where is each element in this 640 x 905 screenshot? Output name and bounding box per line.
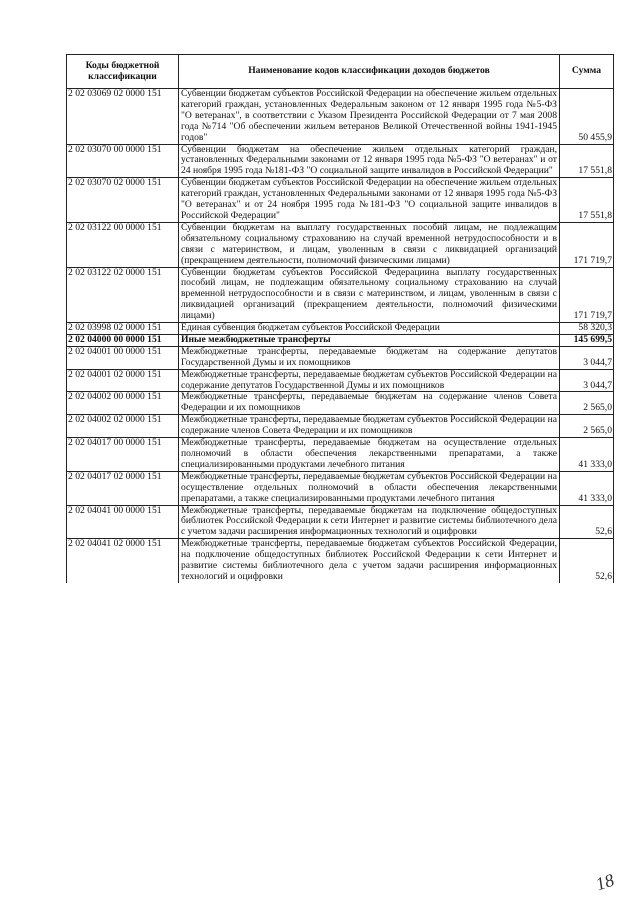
row-sum: 41 333,0 (560, 438, 614, 472)
row-sum: 145 699,5 (560, 334, 614, 346)
row-name: Межбюджетные трансферты, передаваемые бюджетам на осуществление отдельных полномочий в области обеспечения лекарственными препаратами, а также специализированными продуктами лечебного питания (179, 438, 560, 472)
table-row (67, 144, 614, 178)
table-row (67, 438, 614, 472)
row-sum: 171 719,7 (560, 222, 614, 267)
row-name: Межбюджетные трансферты, передаваемые бюджетам субъектов Российской Федерации на содержание членов Совета Федерации и их помощников (179, 415, 560, 438)
row-code: 2 02 04002 02 0000 151 (67, 415, 179, 438)
table-body (67, 89, 614, 583)
table-row (67, 415, 614, 438)
row-name: Межбюджетные трансферты, передаваемые бюджетам на содержание членов Совета Федерации и их помощников (179, 392, 560, 415)
row-code: 2 02 03122 02 0000 151 (67, 267, 179, 323)
row-name: Межбюджетные трансферты, передаваемые бюджетам субъектов Российской Федерации на содержание депутатов Государственной Думы и их помощников (179, 369, 560, 392)
row-code: 2 02 04041 02 0000 151 (67, 539, 179, 583)
row-code: 2 02 04017 02 0000 151 (67, 471, 179, 505)
row-name: Межбюджетные трансферты, передаваемые бюджетам субъектов Российской Федерации, на подключение общедоступных библиотек Российской Федерации к сети Интернет и развитие системы библиотечного дела с учетом задачи расширения информационных технологий и оцифровки (179, 539, 560, 583)
row-sum: 17 551,8 (560, 178, 614, 223)
row-name: Субвенции бюджетам субъектов Российской Федерациина выплату государственных пособий лицам, не подлежащим обязательному социальному страхованию на случай временной нетрудоспособности и в связи с материнством, и лицам, уволенным в связи с ликвидацией организаций (прекращением деятельности, полномочий физическими лицами) (179, 267, 560, 323)
row-code: 2 02 03122 00 0000 151 (67, 222, 179, 267)
table-row (67, 392, 614, 415)
document-page (66, 54, 613, 583)
header-code: Коды бюджетной классификации (67, 55, 179, 89)
row-code: 2 02 04001 00 0000 151 (67, 346, 179, 369)
row-name: Субвенции бюджетам на выплату государственных пособий лицам, не подлежащим обязательному социальному страхованию на случай временной нетрудоспособности и в связи с материнством, и лицам, уволенным в связи с ликвидацией организаций (прекращением деятельности, полномочий физическими лицами) (179, 222, 560, 267)
row-name: Субвенции бюджетам субъектов Российской Федерации на обеспечение жильем отдельных категорий граждан, установленных Федеральным законом от 12 января 1995 года №5-ФЗ "О ветеранах", в соответствии с Указом Президента Российской Федерации от 7 мая 2008 года №714 "Об обеспечении жильем ветеранов Великой Отечественной войны 1941-1945 годов" (179, 89, 560, 145)
row-name: Межбюджетные трансферты, передаваемые бюджетам субъектов Российской Федерации на осуществление отдельных полномочий в области обеспечения лекарственными препаратами, а также специализированными продуктами лечебного питания (179, 471, 560, 505)
row-code: 2 02 04017 00 0000 151 (67, 438, 179, 472)
row-sum: 58 320,3 (560, 323, 614, 335)
row-code: 2 02 03070 00 0000 151 (67, 144, 179, 178)
table-row (67, 222, 614, 267)
table-row (67, 334, 614, 346)
row-code: 2 02 03998 02 0000 151 (67, 323, 179, 335)
row-name: Субвенции бюджетам субъектов Российской Федерации на обеспечение жильем отдельных категорий граждан, установленных Федеральными законами от 12 января 1995 года №5-ФЗ "О ветеранах" и от 24 ноября 1995 года №181-ФЗ "О социальной защите инвалидов в Российской Федерации" (179, 178, 560, 223)
table-header-row (67, 55, 614, 89)
row-sum: 2 565,0 (560, 415, 614, 438)
table-row (67, 505, 614, 539)
row-code: 2 02 04001 02 0000 151 (67, 369, 179, 392)
row-sum: 50 455,9 (560, 89, 614, 145)
row-sum: 171 719,7 (560, 267, 614, 323)
row-name: Иные межбюджетные трансферты (179, 334, 560, 346)
revenue-classification-table (66, 54, 614, 583)
row-sum: 52,6 (560, 539, 614, 583)
row-code: 2 02 03069 02 0000 151 (67, 89, 179, 145)
row-sum: 3 044,7 (560, 369, 614, 392)
row-code: 2 02 04000 00 0000 151 (67, 334, 179, 346)
table-row (67, 539, 614, 583)
row-name: Межбюджетные трансферты, передаваемые бюджетам на содержание депутатов Государственной Думы и их помощников (179, 346, 560, 369)
table-row (67, 178, 614, 223)
row-sum: 2 565,0 (560, 392, 614, 415)
row-name: Межбюджетные трансферты, передаваемые бюджетам на подключение общедоступных библиотек Российской Федерации к сети Интернет и развитие системы библиотечного дела с учетом задачи расширения информационных технологий и оцифровки (179, 505, 560, 539)
row-name: Субвенции бюджетам на обеспечение жильем отдельных категорий граждан, установленных Федеральными законами от 12 января 1995 года №5-ФЗ "О ветеранах" и от 24 ноября 1995 года №181-ФЗ "О социальной защите инвалидов в Российской Федерации" (179, 144, 560, 178)
row-code: 2 02 03070 02 0000 151 (67, 178, 179, 223)
table-row (67, 471, 614, 505)
row-sum: 17 551,8 (560, 144, 614, 178)
table-row (67, 89, 614, 145)
row-sum: 3 044,7 (560, 346, 614, 369)
header-name: Наименование кодов классификации доходов бюджетов (179, 55, 560, 89)
table-row (67, 346, 614, 369)
row-name: Единая субвенция бюджетам субъектов Российской Федерации (179, 323, 560, 335)
page-number: 18 (593, 869, 617, 895)
header-sum: Сумма (560, 55, 614, 89)
row-sum: 41 333,0 (560, 471, 614, 505)
table-row (67, 369, 614, 392)
table-row (67, 323, 614, 335)
row-code: 2 02 04002 00 0000 151 (67, 392, 179, 415)
row-sum: 52,6 (560, 505, 614, 539)
row-code: 2 02 04041 00 0000 151 (67, 505, 179, 539)
table-row (67, 267, 614, 323)
